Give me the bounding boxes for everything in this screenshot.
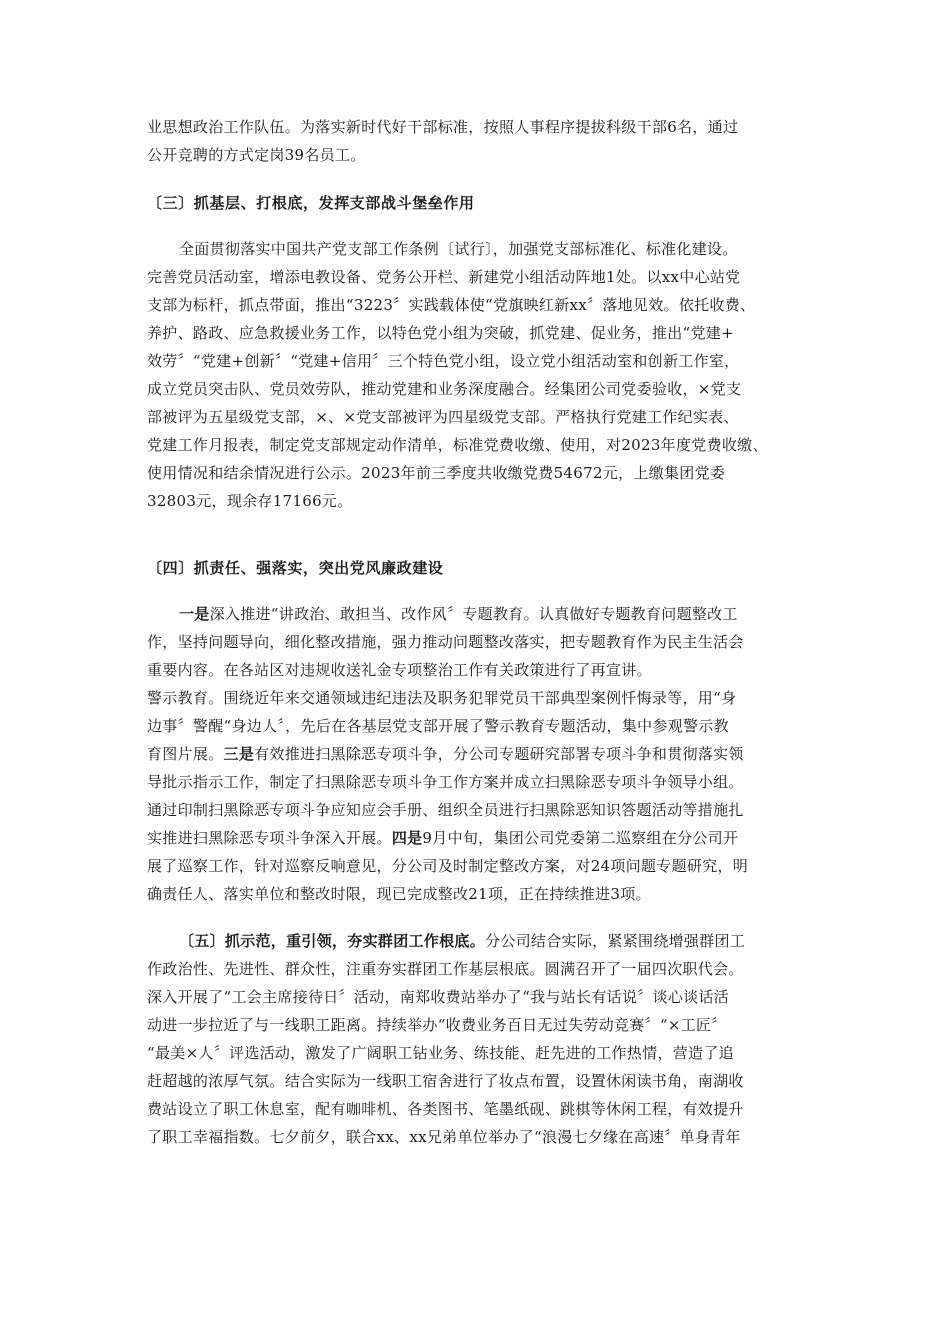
text-line: 完善党员活动室，增添电教设备、党务公开栏、新建党小组活动阵地1处。以xx中心站党 xyxy=(147,268,741,286)
text-line: 养护、路政、应急救援业务工作，以特色党小组为突破，抓党建、促业务，推出“党建+ xyxy=(147,324,734,342)
text-line: 通过印制扫黑除恶专项斗争应知应会手册、组织全员进行扫黑除恶知识答题活动等措施扎 xyxy=(147,801,744,819)
bold-marker: 一是 xyxy=(179,605,210,623)
text-line: 〔五〕抓示范，重引领，夯实群团工作根底。分公司结合实际，紧紧围绕增强群团工 xyxy=(179,932,746,950)
section-heading-4: 〔四〕抓责任、强落实，突出党风廉政建设 xyxy=(147,559,444,577)
text-line: 实推进扫黑除恶专项斗争深入开展。四是9月中旬，集团公司党委第二巡察组在分公司开 xyxy=(147,829,739,847)
text-line: 育图片展。三是有效推进扫黑除恶专项斗争，分公司专题研究部署专项斗争和贯彻落实领 xyxy=(147,745,744,763)
text-line: 边事〞警醒“身边人〞，先后在各基层党支部开展了警示教育专题活动，集中参观警示教 xyxy=(147,717,729,735)
text-line: 警示教育。围绕近年来交通领域违纪违法及职务犯罪党员干部典型案例忏悔录等，用“身 xyxy=(147,689,737,707)
text-line: 使用情况和结余情况进行公示。2023年前三季度共收缴党费54672元，上缴集团党委 xyxy=(147,464,726,482)
text-line: 公开竞聘的方式定岗39名员工。 xyxy=(147,146,366,164)
text-line: 作政治性、先进性、群众性，注重夯实群团工作基层根底。圆满召开了一届四次职代会。 xyxy=(147,960,744,978)
text-line: 导批示指示工作，制定了扫黑除恶专项斗争工作方案并成立扫黑除恶专项斗争领导小组。 xyxy=(147,773,744,791)
text-line: “最美×人〞评选活动，激发了广阔职工钻业务、练技能、赶先进的工作热情，营造了追 xyxy=(147,1044,734,1062)
text-line: 效劳〞“党建+创新〞“党建+信用〞三个特色党小组，设立党小组活动室和创新工作室， xyxy=(147,352,740,370)
text-line: 部被评为五星级党支部，×、×党支部被评为四星级党支部。严格执行党建工作纪实表、 xyxy=(147,408,739,426)
bold-marker: 三是 xyxy=(223,745,255,763)
text-line: 深入开展了“工会主席接待日〞活动，南郑收费站举办了“我与站长有话说〞谈心谈话活 xyxy=(147,988,730,1006)
text-line: 业思想政治工作队伍。为落实新时代好干部标准，按照人事程序提拔科级干部6名，通过 xyxy=(147,118,739,136)
text-line: 一是深入推进“讲政治、敢担当、改作风〞专题教育。认真做好专题教育问题整改工 xyxy=(179,605,738,623)
text-line: 32803元，现余存17166元。 xyxy=(147,492,353,510)
text-line: 确责任人、落实单位和整改时限，现已完成整改21项，正在持续推进3项。 xyxy=(147,885,651,903)
section-heading-3: 〔三〕抓基层、打根底，发挥支部战斗堡垒作用 xyxy=(147,194,475,212)
text-line: 赶超越的浓厚气氛。结合实际为一线职工宿舍进行了妆点布置，设置休闲读书角，南湖收 xyxy=(147,1072,744,1090)
text-line: 展了巡察工作，针对巡察反响意见，分公司及时制定整改方案，对24项问题专题研究，明 xyxy=(147,857,749,875)
text-line: 动进一步拉近了与一线职工距离。持续举办“收费业务百日无过失劳动竞赛〞“×工匠〞 xyxy=(147,1016,727,1034)
bold-marker: 四是 xyxy=(391,829,423,847)
text-line: 党建工作月报表，制定党支部规定动作清单，标准党费收缴、使用，对2023年度党费收缴、 xyxy=(147,436,768,454)
section-heading-5: 〔五〕抓示范，重引领，夯实群团工作根底。 xyxy=(179,932,486,950)
text-line: 重要内容。在各站区对违规收送礼金专项整治工作有关政策进行了再宣讲。 xyxy=(147,661,652,679)
text-line: 作，坚持问题导向，细化整改措施，强力推动问题整改落实，把专题教育作为民主生活会 xyxy=(147,633,744,651)
text-line: 了职工幸福指数。七夕前夕，联合xx、xx兄弟单位举办了“浪漫七夕缘在高速〞单身青年 xyxy=(147,1128,741,1146)
text-line: 成立党员突击队、党员效劳队，推动党建和业务深度融合。经集团公司党委验收，×党支 xyxy=(147,380,742,398)
text-line: 支部为标杆，抓点带面，推出“3223〞实践载体使“党旗映红新xx〞落地见效。依托收费、 xyxy=(147,296,756,314)
text-line: 全面贯彻落实中国共产党支部工作条例〔试行〕，加强党支部标准化、标准化建设。 xyxy=(179,240,738,258)
text-line: 费站设立了职工休息室，配有咖啡机、各类图书、笔墨纸砚、跳棋等休闲工程，有效提升 xyxy=(147,1100,744,1118)
